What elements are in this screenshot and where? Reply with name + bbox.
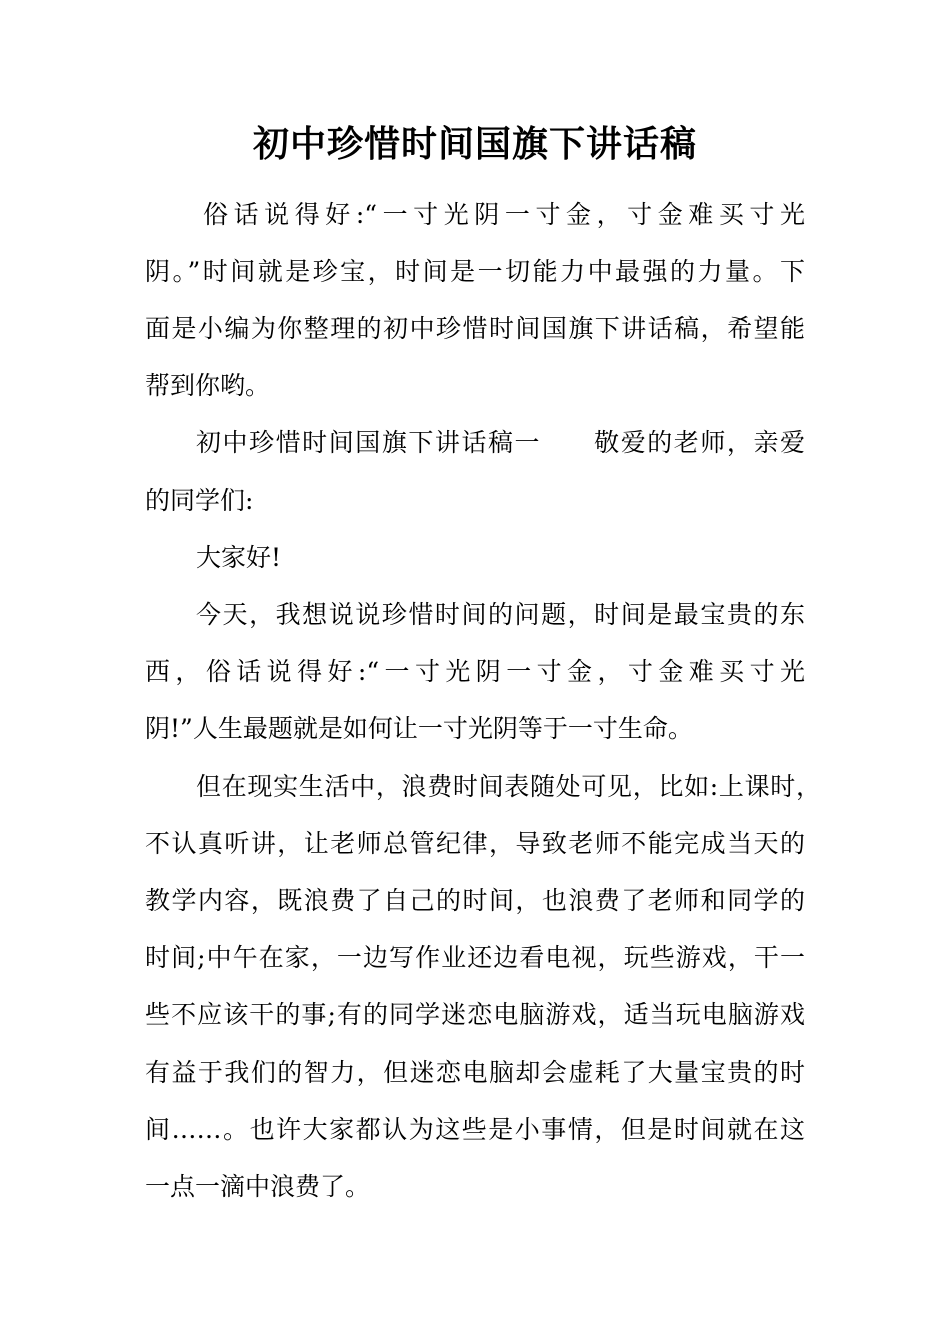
text-line: 西，俗话说得好:“一寸光阴一寸金，寸金难买寸光 [145,657,805,686]
text-line: 面是小编为你整理的初中珍惜时间国旗下讲话稿，希望能 [145,314,805,343]
text-line: 时间;中午在家，一边写作业还边看电视，玩些游戏，干一 [145,943,805,972]
text-line: 阴!”人生最题就是如何让一寸光阴等于一寸生命。 [145,714,693,743]
text-line: 帮到你哟。 [145,371,271,400]
text-line: 一点一滴中浪费了。 [145,1172,371,1201]
text-line: 但在现实生活中，浪费时间表随处可见，比如:上课时， [196,772,821,801]
text-line: 有益于我们的智力，但迷恋电脑却会虚耗了大量宝贵的时 [145,1058,805,1087]
text-line: 教学内容，既浪费了自己的时间，也浪费了老师和同学的 [145,886,805,915]
text-line: 今天，我想说说珍惜时间的问题，时间是最宝贵的东 [196,600,805,629]
text-line: 的同学们: [145,486,254,515]
text-line: 阴。”时间就是珍宝，时间是一切能力中最强的力量。下 [145,257,805,286]
document-title: 初中珍惜时间国旗下讲话稿 [252,123,697,165]
text-line: 些不应该干的事;有的同学迷恋电脑游戏，适当玩电脑游戏 [145,1000,805,1029]
text-line: 大家好! [196,543,282,572]
text-line: 初中珍惜时间国旗下讲话稿一 敬爱的老师，亲爱 [196,428,805,457]
text-line: 间……。也许大家都认为这些是小事情，但是时间就在这 [145,1115,805,1144]
text-line: 俗话说得好:“一寸光阴一寸金，寸金难买寸光 [203,200,805,229]
text-line: 不认真听讲，让老师总管纪律，导致老师不能完成当天的 [145,829,805,858]
